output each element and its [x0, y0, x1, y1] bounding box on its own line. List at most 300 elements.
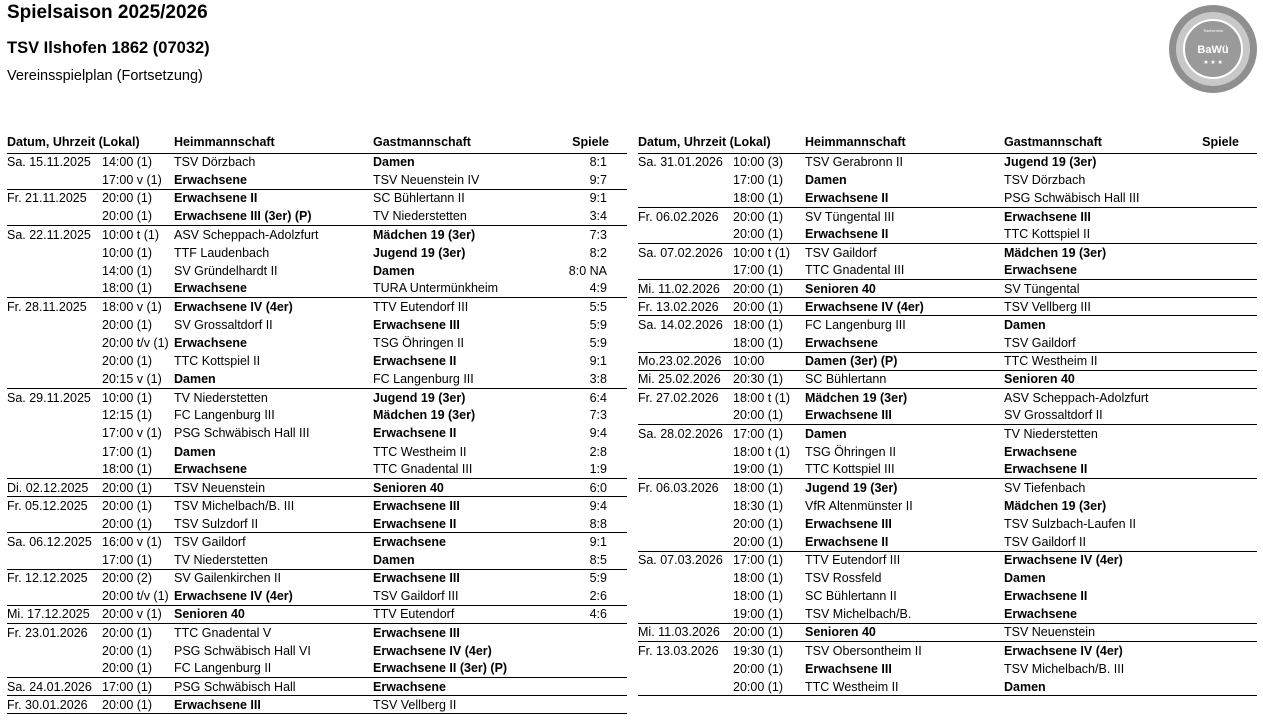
games-result-cell: 4:6 [553, 605, 627, 623]
table-row [7, 551, 627, 569]
match-time-cell: 16:00 v (1) [102, 533, 174, 551]
games-result-cell: 9:1 [553, 189, 627, 207]
games-result-cell [1183, 678, 1257, 696]
home-team-cell: Erwachsene II [174, 189, 373, 207]
games-result-cell: 3:8 [589, 371, 607, 386]
home-team-cell: Erwachsene [174, 462, 247, 477]
games-result-cell [1183, 443, 1257, 461]
guest-team-cell: TSV Gaildorf II [1004, 534, 1086, 549]
table-row [638, 424, 1257, 442]
games-result-cell [1183, 623, 1257, 641]
guest-team-cell: Erwachsene IV (4er) [373, 643, 492, 658]
games-result-cell: 8:5 [589, 552, 607, 567]
table-row [7, 298, 627, 316]
match-time-cell: 17:00 v (1) [102, 172, 162, 187]
games-result-cell [1183, 370, 1257, 388]
games-result-cell: 5:9 [589, 317, 607, 332]
home-team-cell: PSG Schwäbisch Hall VI [174, 643, 311, 658]
home-team-cell: TTC Westheim II [805, 678, 1004, 696]
home-team-cell: Erwachsene [174, 172, 247, 187]
guest-team-cell: TTV Eutendorf III [373, 298, 553, 316]
table-row [7, 533, 627, 551]
games-result-cell [1183, 605, 1257, 623]
home-team-cell: TSV Michelbach/B. [805, 607, 912, 622]
column-header-guest: Gastmannschaft [1004, 132, 1183, 153]
guest-team-cell: TSG Öhringen II [373, 335, 465, 350]
match-day-cell: Sa. 28.02.2026 [638, 424, 733, 442]
match-time-cell: 20:00 (1) [102, 354, 153, 369]
games-result-cell [1183, 551, 1257, 569]
table-row [638, 569, 1257, 587]
games-result-cell: 9:4 [589, 426, 607, 441]
match-day-cell: Sa. 24.01.2026 [7, 678, 102, 696]
home-team-cell: FC Langenburg II [174, 661, 272, 676]
match-time-cell: 20:00 (1) [733, 623, 805, 641]
home-team-cell: PSG Schwäbisch Hall [174, 678, 373, 696]
match-time-cell: 20:00 (1) [102, 497, 174, 515]
home-team-cell: Erwachsene II [805, 190, 889, 205]
guest-team-cell: Senioren 40 [373, 479, 553, 497]
table-row [638, 605, 1257, 623]
match-time-cell: 19:00 (1) [733, 607, 784, 622]
games-result-cell [553, 660, 627, 678]
guest-team-cell: Erwachsene II [373, 516, 457, 531]
match-time-cell: 17:00 (1) [733, 173, 784, 188]
match-day-cell [7, 334, 102, 352]
match-time-cell: 20:00 (1) [733, 516, 784, 531]
games-result-cell [1183, 533, 1257, 551]
match-time-cell: 17:00 (1) [733, 263, 784, 278]
games-result-cell [553, 642, 627, 660]
home-team-cell: TSV Obersontheim II [805, 642, 1004, 660]
games-result-cell [1183, 280, 1257, 298]
games-result-cell [1183, 316, 1257, 334]
match-time-cell: 17:00 v (1) [102, 426, 162, 441]
guest-team-cell: Erwachsene IV (4er) [1004, 642, 1183, 660]
home-team-cell: PSG Schwäbisch Hall III [174, 426, 310, 441]
match-day-cell: Fr. 27.02.2026 [638, 388, 733, 406]
table-row [7, 316, 627, 334]
match-time-cell: 20:00 (1) [102, 317, 153, 332]
match-time-cell: 20:00 (1) [102, 643, 153, 658]
games-result-cell: 9:1 [553, 533, 627, 551]
guest-team-cell: TSV Dörzbach [1004, 173, 1086, 188]
match-day-cell: Sa. 07.03.2026 [638, 551, 733, 569]
table-row [638, 678, 1257, 696]
home-team-cell: Damen (3er) (P) [805, 352, 1004, 370]
match-time-cell: 20:00 (1) [102, 209, 153, 224]
guest-team-cell: TSV Sulzbach-Laufen II [1004, 516, 1137, 531]
column-header-games: Spiele [553, 132, 627, 153]
match-day-cell [638, 406, 733, 424]
home-team-cell: Jugend 19 (3er) [805, 479, 1004, 497]
table-row [7, 424, 627, 442]
guest-team-cell: TURA Untermünkheim [373, 281, 499, 296]
home-team-cell: TSV Dörzbach [174, 155, 256, 170]
guest-team-cell: Mädchen 19 (3er) [1004, 243, 1183, 261]
match-day-cell: Fr. 06.03.2026 [638, 479, 733, 497]
guest-team-cell: Erwachsene II [1004, 462, 1088, 477]
guest-team-cell: TTV Eutendorf [373, 605, 553, 623]
table-row [638, 443, 1257, 461]
schedule-table-right [638, 132, 1257, 696]
match-day-cell: Mi. 17.12.2025 [7, 605, 102, 623]
games-result-cell [1183, 189, 1257, 207]
games-result-cell [1183, 225, 1257, 243]
match-time-cell: 18:00 (1) [733, 316, 805, 334]
guest-team-cell: TTC Kottspiel II [1004, 227, 1091, 242]
match-time-cell: 20:00 t/v (1) [102, 589, 169, 604]
games-result-cell [1183, 569, 1257, 587]
table-row [7, 569, 627, 587]
home-team-cell: Erwachsene [805, 335, 878, 350]
table-row [7, 479, 627, 497]
table-row [638, 352, 1257, 370]
table-row [638, 623, 1257, 641]
match-day-cell: Sa. 29.11.2025 [7, 388, 102, 406]
guest-team-cell: Mädchen 19 (3er) [1004, 498, 1107, 513]
home-team-cell: SV Gründelhardt II [174, 263, 278, 278]
match-day-cell: Mi. 11.03.2026 [638, 623, 733, 641]
table-row [7, 153, 627, 171]
match-time-cell: 20:00 v (1) [102, 605, 174, 623]
guest-team-cell: TTC Westheim II [373, 444, 467, 459]
match-time-cell: 10:00 t (1) [733, 243, 805, 261]
home-team-cell: TSV Michelbach/B. III [174, 497, 373, 515]
match-time-cell: 20:15 v (1) [102, 371, 162, 386]
guest-team-cell: Erwachsene [373, 678, 553, 696]
page-title: Spielsaison 2025/2026 [7, 2, 208, 23]
games-result-cell [1183, 262, 1257, 280]
games-result-cell [1183, 298, 1257, 316]
guest-team-cell: Senioren 40 [1004, 370, 1183, 388]
games-result-cell: 1:9 [589, 462, 607, 477]
games-result-cell: 6:0 [553, 479, 627, 497]
match-time-cell: 20:00 (1) [102, 516, 153, 531]
guest-team-cell: Erwachsene III [373, 569, 553, 587]
match-day-cell [7, 207, 102, 225]
table-row [638, 298, 1257, 316]
games-result-cell [1183, 479, 1257, 497]
match-day-cell: Fr. 13.03.2026 [638, 642, 733, 660]
table-row [7, 171, 627, 189]
home-team-cell: Erwachsene II [805, 534, 889, 549]
guest-team-cell: Mädchen 19 (3er) [373, 408, 476, 423]
games-result-cell [1183, 497, 1257, 515]
home-team-cell: Erwachsene IV (4er) [174, 298, 373, 316]
games-result-cell: 7:3 [553, 225, 627, 243]
table-row [638, 225, 1257, 243]
guest-team-cell: TSV Gaildorf [1004, 335, 1076, 350]
home-team-cell: TTV Eutendorf III [805, 551, 1004, 569]
home-team-cell: SV Gailenkirchen II [174, 569, 373, 587]
guest-team-cell: Erwachsene IV (4er) [1004, 551, 1183, 569]
guest-team-cell: Jugend 19 (3er) [373, 388, 553, 406]
home-team-cell: TTC Gnadental V [174, 623, 373, 641]
match-day-cell: Fr. 05.12.2025 [7, 497, 102, 515]
match-time-cell: 18:00 (1) [102, 462, 153, 477]
match-time-cell: 17:00 (1) [733, 551, 805, 569]
table-row [7, 370, 627, 388]
match-time-cell: 18:00 v (1) [102, 298, 174, 316]
match-day-cell [7, 352, 102, 370]
table-row [7, 207, 627, 225]
games-result-cell: 4:9 [589, 281, 607, 296]
match-day-cell [638, 334, 733, 352]
match-day-cell [638, 497, 733, 515]
match-day-cell: Sa. 22.11.2025 [7, 225, 102, 243]
match-time-cell: 18:00 (1) [733, 190, 784, 205]
match-day-cell [638, 605, 733, 623]
table-row [7, 352, 627, 370]
games-result-cell: 8:2 [589, 245, 607, 260]
games-result-cell [1183, 642, 1257, 660]
match-day-cell [7, 424, 102, 442]
games-result-cell: 5:9 [589, 335, 607, 350]
guest-team-cell: Erwachsene II [373, 426, 457, 441]
table-row [638, 280, 1257, 298]
match-time-cell: 14:00 (1) [102, 155, 153, 170]
games-result-cell: 9:4 [553, 497, 627, 515]
guest-team-cell: Erwachsene III [1004, 207, 1183, 225]
home-team-cell: TTC Kottspiel II [174, 354, 261, 369]
games-result-cell: 8:8 [589, 516, 607, 531]
home-team-cell: TTC Kottspiel III [805, 462, 895, 477]
bawue-logo [1168, 4, 1258, 94]
guest-team-cell: Damen [1004, 316, 1183, 334]
guest-team-cell: Erwachsene [1004, 444, 1077, 459]
guest-team-cell: TSV Gaildorf III [373, 589, 459, 604]
home-team-cell: TV Niederstetten [174, 552, 268, 567]
table-row [638, 406, 1257, 424]
guest-team-cell: Erwachsene III [373, 317, 460, 332]
table-row [638, 207, 1257, 225]
match-day-cell [638, 189, 733, 207]
guest-team-cell: Damen [1004, 678, 1183, 696]
table-row [638, 262, 1257, 280]
guest-team-cell: TV Niederstetten [1004, 424, 1183, 442]
guest-team-cell: Damen [1004, 571, 1046, 586]
match-time-cell: 10:00 (3) [733, 155, 784, 170]
column-header-date: Datum, Uhrzeit (Lokal) [638, 132, 805, 153]
match-time-cell: 18:00 (1) [733, 479, 805, 497]
match-time-cell: 20:00 (1) [733, 280, 805, 298]
home-team-cell: TTF Laudenbach [174, 245, 270, 260]
match-time-cell: 14:00 (1) [102, 263, 153, 278]
guest-team-cell: TSV Neuenstein IV [373, 172, 480, 187]
games-result-cell [1183, 660, 1257, 678]
column-header-guest: Gastmannschaft [373, 132, 553, 153]
match-time-cell: 20:00 (2) [102, 569, 174, 587]
home-team-cell: TTC Gnadental III [805, 263, 905, 278]
match-time-cell: 20:00 (1) [733, 408, 784, 423]
match-day-cell: Di. 02.12.2025 [7, 479, 102, 497]
match-day-cell [638, 262, 733, 280]
games-result-cell [1183, 352, 1257, 370]
home-team-cell: Senioren 40 [805, 623, 1004, 641]
match-day-cell [7, 551, 102, 569]
column-header-home: Heimmannschaft [805, 132, 1004, 153]
table-row [7, 225, 627, 243]
match-day-cell [638, 171, 733, 189]
games-result-cell [553, 678, 627, 696]
match-day-cell [7, 171, 102, 189]
match-day-cell [7, 660, 102, 678]
table-row [7, 388, 627, 406]
match-time-cell: 20:00 (1) [733, 298, 805, 316]
home-team-cell: Mädchen 19 (3er) [805, 388, 1004, 406]
home-team-cell: TSV Rossfeld [805, 571, 882, 586]
home-team-cell: Erwachsene IV (4er) [174, 589, 293, 604]
table-row [7, 461, 627, 479]
match-day-cell [7, 262, 102, 280]
match-time-cell: 17:00 (1) [102, 552, 153, 567]
column-header-date: Datum, Uhrzeit (Lokal) [7, 132, 174, 153]
match-day-cell [7, 515, 102, 533]
match-day-cell [638, 461, 733, 479]
match-time-cell: 20:00 (1) [733, 227, 784, 242]
table-row [638, 189, 1257, 207]
table-row [7, 696, 627, 714]
match-time-cell: 20:00 (1) [102, 189, 174, 207]
table-row [7, 623, 627, 641]
home-team-cell: FC Langenburg III [805, 316, 1004, 334]
match-day-cell: Fr. 23.01.2026 [7, 623, 102, 641]
match-day-cell: Sa. 06.12.2025 [7, 533, 102, 551]
match-day-cell [638, 569, 733, 587]
match-time-cell: 20:00 (1) [102, 661, 153, 676]
match-day-cell: Sa. 15.11.2025 [7, 155, 91, 170]
guest-team-cell: Damen [373, 552, 415, 567]
match-day-cell [7, 280, 102, 298]
home-team-cell: Erwachsene [174, 335, 247, 350]
games-result-cell: 9:1 [589, 354, 607, 369]
match-day-cell [7, 406, 102, 424]
match-day-cell [7, 316, 102, 334]
match-time-cell: 17:00 (1) [102, 444, 153, 459]
column-header-home: Heimmannschaft [174, 132, 373, 153]
table-row [638, 533, 1257, 551]
match-day-cell [638, 660, 733, 678]
match-day-cell [638, 515, 733, 533]
table-row [638, 243, 1257, 261]
home-team-cell: Senioren 40 [174, 605, 373, 623]
games-result-cell: 5:9 [553, 569, 627, 587]
match-day-cell [7, 370, 102, 388]
games-result-cell: 9:7 [589, 172, 607, 187]
guest-team-cell: Erwachsene [1004, 263, 1077, 278]
logo-small-text: Tischtennis [1202, 28, 1224, 33]
home-team-cell: FC Langenburg III [174, 408, 275, 423]
guest-team-cell: TTC Westheim II [1004, 352, 1183, 370]
guest-team-cell: SV Tiefenbach [1004, 479, 1183, 497]
games-result-cell: 5:5 [553, 298, 627, 316]
guest-team-cell: SC Bühlertann II [373, 189, 553, 207]
match-day-cell: Fr. 30.01.2026 [7, 696, 102, 714]
home-team-cell: Damen [805, 173, 847, 188]
match-time-cell: 20:00 (1) [733, 207, 805, 225]
match-day-cell: Fr. 28.11.2025 [7, 298, 102, 316]
table-header-row [7, 132, 627, 153]
table-row [638, 171, 1257, 189]
guest-team-cell: ASV Scheppach-Adolzfurt [1004, 388, 1183, 406]
match-time-cell: 10:00 t (1) [102, 225, 174, 243]
table-row [7, 334, 627, 352]
home-team-cell: ASV Scheppach-Adolzfurt [174, 225, 373, 243]
home-team-cell: TV Niederstetten [174, 388, 373, 406]
match-time-cell: 10:00 [733, 352, 805, 370]
home-team-cell: Erwachsene [174, 281, 247, 296]
match-day-cell [7, 243, 102, 261]
guest-team-cell: TTC Gnadental III [373, 462, 473, 477]
table-row [7, 497, 627, 515]
table-row [7, 406, 627, 424]
match-day-cell [638, 587, 733, 605]
match-time-cell: 18:00 t (1) [733, 388, 805, 406]
games-result-cell [1183, 207, 1257, 225]
table-row [638, 642, 1257, 660]
guest-team-cell: Damen [373, 155, 415, 170]
match-time-cell: 17:00 (1) [102, 678, 174, 696]
guest-team-cell: Erwachsene II (3er) (P) [373, 661, 508, 676]
match-time-cell: 18:00 (1) [733, 571, 784, 586]
games-result-cell [1183, 424, 1257, 442]
logo-brand-text: BaWü [1197, 44, 1229, 56]
table-header-row [638, 132, 1257, 153]
games-result-cell [1183, 587, 1257, 605]
home-team-cell: TSV Sulzdorf II [174, 516, 259, 531]
match-day-cell: Fr. 12.12.2025 [7, 569, 102, 587]
guest-team-cell: TSV Neuenstein [1004, 623, 1183, 641]
match-day-cell: Mo.23.02.2026 [638, 352, 733, 370]
table-row [7, 189, 627, 207]
home-team-cell: VfR Altenmünster II [805, 498, 913, 513]
games-result-cell [1183, 171, 1257, 189]
table-row [638, 388, 1257, 406]
guest-team-cell: SV Grossaltdorf II [1004, 408, 1103, 423]
match-time-cell: 20:00 t/v (1) [102, 335, 169, 350]
match-time-cell: 18:00 (1) [102, 281, 153, 296]
home-team-cell: Erwachsene III [174, 696, 373, 714]
home-team-cell: Damen [174, 444, 216, 459]
guest-team-cell: Mädchen 19 (3er) [373, 225, 553, 243]
guest-team-cell: Erwachsene III [373, 497, 553, 515]
games-result-cell [1183, 388, 1257, 406]
home-team-cell: Erwachsene III [805, 661, 892, 676]
games-result-cell [1183, 334, 1257, 352]
table-row [638, 334, 1257, 352]
guest-team-cell: SV Tüngental [1004, 280, 1183, 298]
games-result-cell [1183, 243, 1257, 261]
games-result-cell: 8:0 NA [568, 263, 607, 278]
match-day-cell [7, 443, 102, 461]
home-team-cell: Erwachsene II [805, 227, 889, 242]
match-day-cell [7, 587, 102, 605]
table-row [638, 316, 1257, 334]
home-team-cell: TSV Gaildorf [805, 243, 1004, 261]
table-row [638, 515, 1257, 533]
match-time-cell: 18:00 (1) [733, 589, 784, 604]
home-team-cell: Erwachsene III [805, 516, 892, 531]
guest-team-cell: Erwachsene [373, 533, 553, 551]
games-result-cell: 7:3 [589, 408, 607, 423]
table-row [7, 660, 627, 678]
table-row [638, 461, 1257, 479]
match-time-cell: 19:00 (1) [733, 462, 784, 477]
match-time-cell: 20:00 (1) [102, 623, 174, 641]
match-time-cell: 10:00 (1) [102, 245, 153, 260]
home-team-cell: Erwachsene III [805, 408, 892, 423]
